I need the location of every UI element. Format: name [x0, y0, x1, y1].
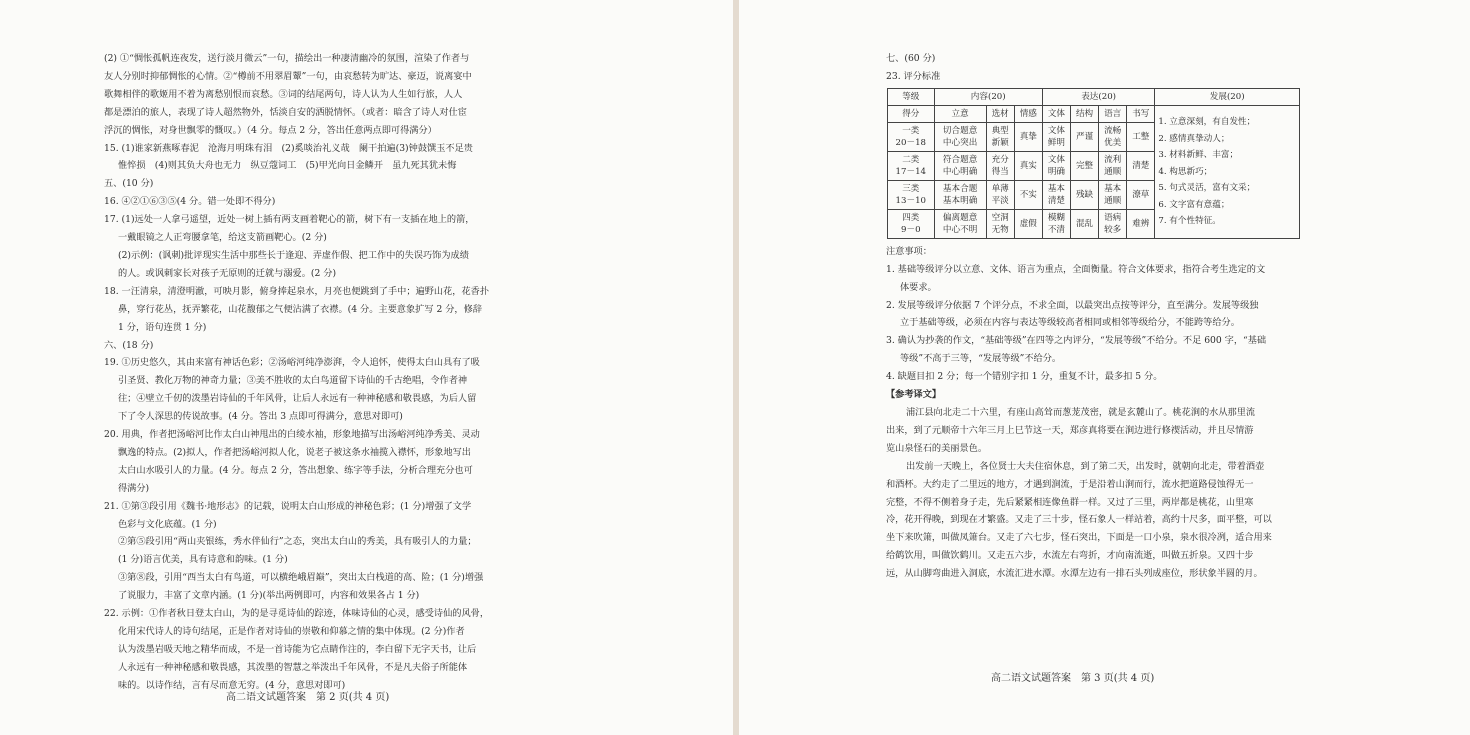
table-header-grade: 等级 — [888, 88, 935, 105]
range-cell: 17－14 — [895, 166, 927, 177]
item-title: 23. 评分标准 — [886, 70, 941, 82]
cell-text: 通顺 — [1104, 195, 1122, 206]
answer-line: ③第⑧段，引用“西当太白有鸟道，可以横绝峨眉巅”，突出太白栈道的高、险；(1 分)增强 — [118, 572, 484, 584]
left-page-content — [104, 50, 530, 695]
cell-text: 残缺 — [1071, 180, 1099, 209]
translation-line: 冷，花开得晚，到现在才繁盛。又走了三十步，怪石象人一样站着，高约十尺多，面平整，可以 — [886, 514, 1272, 526]
cell-text: 不实 — [1014, 180, 1042, 209]
development-points-cell — [1155, 105, 1300, 238]
development-point: 6. 文字富有意蕴； — [1158, 199, 1230, 210]
range-cell: 9－0 — [901, 224, 921, 235]
answer-line: 19. ①历史悠久，其由来富有神话色彩；②汤峪河纯净澎湃，令人追怀，使得太白山具有了吸 — [104, 357, 480, 369]
cell-text: 典型 — [991, 125, 1009, 136]
answer-line: 17. (1)远处一人拿弓遥望，近处一树上插有两支画着靶心的箭，树下有一支插在地上的箭， — [104, 214, 475, 226]
cell-text: 偏离题意 — [942, 212, 978, 223]
cell-text: 无物 — [991, 224, 1009, 235]
answer-line: 16. ④②①⑥③⑤(4 分。错一处即不得分) — [104, 196, 276, 208]
development-point: 5. 句式灵活，富有文采； — [1158, 183, 1256, 194]
right-page-content — [886, 50, 1316, 583]
cell-text: 充分 — [991, 154, 1009, 165]
table-subheader: 选材 — [986, 105, 1014, 122]
answer-line: 太白山水吸引人的力量。(4 分。每点 2 分，答出想象、练字等手法，分析合理充分也可 — [118, 464, 473, 476]
answer-line: (2) ①“惆怅孤帆连夜发，送行淡月微云”一句，描绘出一种凄清幽冷的氛围，渲染了作者与 — [104, 53, 470, 64]
translation-line: 给鹤饮用，叫做饮鹤川。又走五六步，水流左右弯折，才向南流逝，叫做五折泉。又四十步 — [886, 550, 1254, 562]
cell-text: 不清 — [1047, 224, 1066, 235]
cell-text: 切合题意 — [942, 125, 978, 136]
answer-line: 一戴眼镜之人正弯腰拿笔，给这支箭画靶心。(2 分) — [118, 232, 327, 244]
section-heading: 五、(10 分) — [104, 178, 154, 190]
cell-text: 中心不明 — [942, 224, 978, 235]
cell-text: 中心突出 — [942, 137, 978, 148]
grade-cell: 二类 — [902, 154, 920, 165]
translation-line: 远，从山脚弯曲进入洞底，水流汇进水潭。水潭左边有一排石头列成座位，形状象半圆的月。 — [886, 568, 1263, 580]
table-header-score: 得分 — [888, 105, 935, 122]
cell-text: 模糊 — [1047, 212, 1066, 223]
cell-text: 符合题意 — [942, 154, 978, 165]
table-subheader: 语言 — [1099, 105, 1127, 122]
grade-cell: 一类 — [902, 125, 920, 136]
cell-text: 中心明确 — [942, 166, 978, 177]
cell-text: 文体 — [1047, 125, 1066, 136]
cell-text: 基本合题 — [942, 183, 978, 194]
cell-text: 基本明确 — [942, 195, 978, 206]
answer-line: 了说服力，丰富了文章内涵。(1 分)(举出两例即可，内容和效果各占 1 分) — [118, 590, 420, 602]
cell-text: 完整 — [1071, 151, 1099, 180]
cell-text: 新颖 — [991, 137, 1009, 148]
cell-text: 文体 — [1047, 154, 1066, 165]
development-point: 1. 立意深刻，有自发性； — [1158, 117, 1256, 128]
table-subheader: 书写 — [1127, 105, 1155, 122]
cell-text: 得当 — [991, 166, 1009, 177]
range-cell: 13－10 — [895, 195, 927, 206]
answer-line: (1 分)语言优美，具有诗意和韵味。(1 分) — [118, 554, 288, 566]
range-cell: 20－18 — [895, 137, 927, 148]
table-header-development: 发展(20) — [1155, 88, 1300, 105]
cell-text: 单薄 — [991, 183, 1009, 194]
cell-text: 工整 — [1127, 122, 1155, 151]
cell-text: 潦草 — [1127, 180, 1155, 209]
note-line: 等级”不高于三等，“发展等级”不给分。 — [900, 353, 1062, 365]
answer-line: 18. 一汪清泉，清澄明澈，可映月影，俯身捧起泉水，月亮也便跳到了手中；遍野山花，花香扑 — [104, 285, 490, 297]
answer-line: 引圣贤、教化万物的神奇力量；③美不胜收的太白鸟道留下诗仙的千古绝唱，令作者神 — [118, 375, 468, 387]
translation-line: 浦江县向北走二十六里，有座山高耸而葱茏茂密，就是玄麓山了。桃花涧的水从那里流 — [906, 406, 1256, 418]
cell-text: 平淡 — [991, 195, 1009, 206]
development-point: 7. 有个性特征。 — [1158, 216, 1221, 227]
table-header-expression: 表达(20) — [1042, 88, 1155, 105]
grade-cell: 四类 — [902, 212, 920, 223]
note-line: 立于基础等级，必须在内容与表达等级较高者相同或相邻等级给分，不能跨等给分。 — [900, 317, 1240, 329]
note-line: 体要求。 — [900, 281, 937, 293]
note-line: 2. 发展等级评分依据 7 个评分点，不求全面，以最突出点按等评分，直至满分。发展等级独 — [886, 299, 1259, 311]
answer-line: 20. 用典，作者把汤峪河比作太白山神甩出的白绫水袖，形象地描写出汤峪河纯净秀美、灵动 — [104, 429, 480, 441]
table-header-content: 内容(20) — [934, 88, 1042, 105]
answer-line: 得满分) — [118, 482, 150, 494]
translation-line: 出来，到了元顺帝十六年三月上巳节这一天，郑彦真将要在涧边进行修禊活动，并且尽情游 — [886, 424, 1254, 436]
cell-text: 语病 — [1104, 212, 1122, 223]
cell-text: 优美 — [1104, 137, 1122, 148]
section-heading: 七、(60 分) — [886, 53, 936, 64]
development-point: 4. 构思新巧； — [1158, 166, 1213, 177]
answer-line: 都是漂泊的旅人，表现了诗人超然物外，恬淡自安的洒脱情怀。（或者：暗含了诗人对仕宦 — [104, 106, 467, 118]
development-point: 2. 感情真挚动人； — [1158, 133, 1230, 144]
scoring-table — [887, 88, 1300, 239]
cell-text: 清楚 — [1047, 195, 1066, 206]
cell-text: 基本 — [1047, 183, 1066, 194]
translation-line: 完整，不得不侧着身子走，先后紧紧相连像鱼群一样。又过了三里，两岸都是桃花，山里寒 — [886, 496, 1254, 508]
answer-line: 浮沉的惆怅，对身世飘零的慨叹。）（4 分。每点 2 分，答出任意两点即可得满分） — [104, 124, 437, 136]
answer-line: 认为泼墨岩吸天地之精华而成，不是一首诗能为它点睛作注的，李白留下无字天书，让后 — [118, 643, 477, 655]
cell-text: 鲜明 — [1047, 137, 1066, 148]
cell-text: 严谨 — [1071, 122, 1099, 151]
answer-line: 友人分别时抑郁惆怅的心情。②“樽前不用翠眉颦”一句，由哀愁转为旷达、豪迈，说离宴中 — [104, 70, 472, 82]
right-answer-page — [739, 0, 1470, 735]
answer-line: 人永远有一种神秘感和敬畏感，其泼墨的智慧之举泼出千年风骨，不是凡夫俗子所能体 — [118, 661, 468, 673]
answer-line: 1 分，语句连贯 1 分) — [118, 321, 207, 333]
grade-cell: 三类 — [902, 183, 920, 194]
answer-line: 惟悴损 (4)则其负大舟也无力 纵豆蔻词工 (5)甲光向日金鳞开 虽九死其犹未悔 — [118, 160, 457, 172]
note-line: 4. 缺题目扣 2 分；每一个错别字扣 1 分，重复不计，最多扣 5 分。 — [886, 371, 1163, 383]
answer-line: 色彩与文化底蕴。(1 分) — [118, 518, 217, 530]
cell-text: 基本 — [1104, 183, 1122, 194]
cell-text: 虚假 — [1014, 209, 1042, 238]
translation-line: 览山泉怪石的美丽景色。 — [886, 442, 988, 454]
answer-line: 鼻，穿行花丛，抚弄繁花，山花馥郁之气便沾满了衣襟。(4 分。主要意象扩写 2 分，修辞 — [118, 303, 482, 315]
page-footer: 高二语文试题答案 第 2 页(共 4 页) — [226, 692, 390, 703]
cell-text: 通顺 — [1104, 166, 1122, 177]
cell-text: 真挚 — [1014, 122, 1042, 151]
translation-line: 和酒杯。大约走了二里远的地方，才遇到涧流，于是沿着山涧而行，流水把道路侵蚀得无一 — [886, 478, 1254, 490]
section-heading: 六、(18 分) — [104, 339, 154, 351]
cell-text: 难辨 — [1127, 209, 1155, 238]
cell-text: 较多 — [1104, 224, 1122, 235]
cell-text: 真实 — [1014, 151, 1042, 180]
answer-line: 歌舞相伴的歌姬用不着为离愁别恨而哀愁。③词的结尾两句，诗人认为人生如行旅，人人 — [104, 88, 463, 100]
answer-line: ②第⑤段引用“两山夹银练，秀水伴仙行”之态，突出太白山的秀美，具有吸引人的力量； — [118, 536, 477, 548]
table-subheader: 立意 — [934, 105, 986, 122]
notes-title: 注意事项： — [886, 245, 932, 257]
answer-line: 15. (1)谁家新燕啄春泥 沧海月明珠有泪 (2)奚啖治礼义哉 阑干拍遍(3)钟鼓馔玉不足贵 — [104, 142, 473, 154]
development-point: 3. 材料新鲜、丰富； — [1158, 150, 1239, 161]
reference-translation-title: 【参考译文】 — [886, 389, 942, 401]
answer-line: 21. ①第③段引用《魏书·地形志》的记载，说明太白山形成的神秘色彩；(1 分)增强了文学 — [104, 500, 472, 512]
answer-line: 下了令人深思的传说故事。(4 分。答出 3 点即可得满分，意思对即可) — [118, 411, 403, 423]
table-subheader: 情感 — [1014, 105, 1042, 122]
answer-line: 往；④壁立千仞的泼墨岩诗仙的千年风骨，让后人永远有一种神秘感和敬畏感，为后人留 — [118, 393, 477, 405]
answer-line: 飘逸的特点。(2)拟人，作者把汤峪河拟人化，说老子被这条水袖揽入襟怀，形象地写出 — [118, 446, 471, 458]
cell-text: 流畅 — [1104, 125, 1122, 136]
cell-text: 空洞 — [991, 212, 1009, 223]
answer-line: 22. 示例：①作者秋日登太白山，为的是寻觅诗仙的踪迹，体味诗仙的心灵，感受诗仙的风骨， — [104, 608, 490, 620]
cell-text: 明确 — [1047, 166, 1066, 177]
answer-line: 味的。以诗作结，言有尽而意无穷。(4 分，意思对即可) — [118, 679, 346, 691]
translation-line: 坐下来吹箫，叫做凤箫台。又走了六七步，怪石突出，下面是一口小泉，泉水很冷冽，适合用来 — [886, 532, 1272, 544]
cell-text: 混乱 — [1071, 209, 1099, 238]
page-footer: 高二语文试题答案 第 3 页(共 4 页) — [991, 673, 1155, 684]
cell-text: 流利 — [1104, 154, 1122, 165]
table-subheader: 结构 — [1071, 105, 1099, 122]
note-line: 3. 确认为抄袭的作文，“基础等级”在四等之内评分，“发展等级”不给分。不足 600 字，“基础 — [886, 335, 1267, 347]
answer-line: 化用宋代诗人的诗句结尾，正是作者对诗仙的崇敬和仰慕之情的集中体现。(2 分)作者 — [118, 626, 465, 637]
answer-line: 的人。或讽刺家长对孩子无原则的迁就与溺爱。(2 分) — [118, 267, 337, 279]
translation-line: 出发前一天晚上，各位贤士大夫住宿休息，到了第二天，出发时，就朝向北走，带着酒壶 — [906, 460, 1265, 472]
answer-line: (2)示例：(讽刺)批评现实生活中那些长于逢迎、弄虚作假、把工作中的失误巧饰为成绩 — [118, 249, 469, 261]
note-line: 1. 基础等级评分以立意、文体、语言为重点，全面衡量。符合文体要求，指符合考生选定的文 — [886, 263, 1266, 275]
cell-text: 清楚 — [1127, 151, 1155, 180]
left-answer-page — [0, 0, 733, 735]
table-subheader: 文体 — [1042, 105, 1070, 122]
